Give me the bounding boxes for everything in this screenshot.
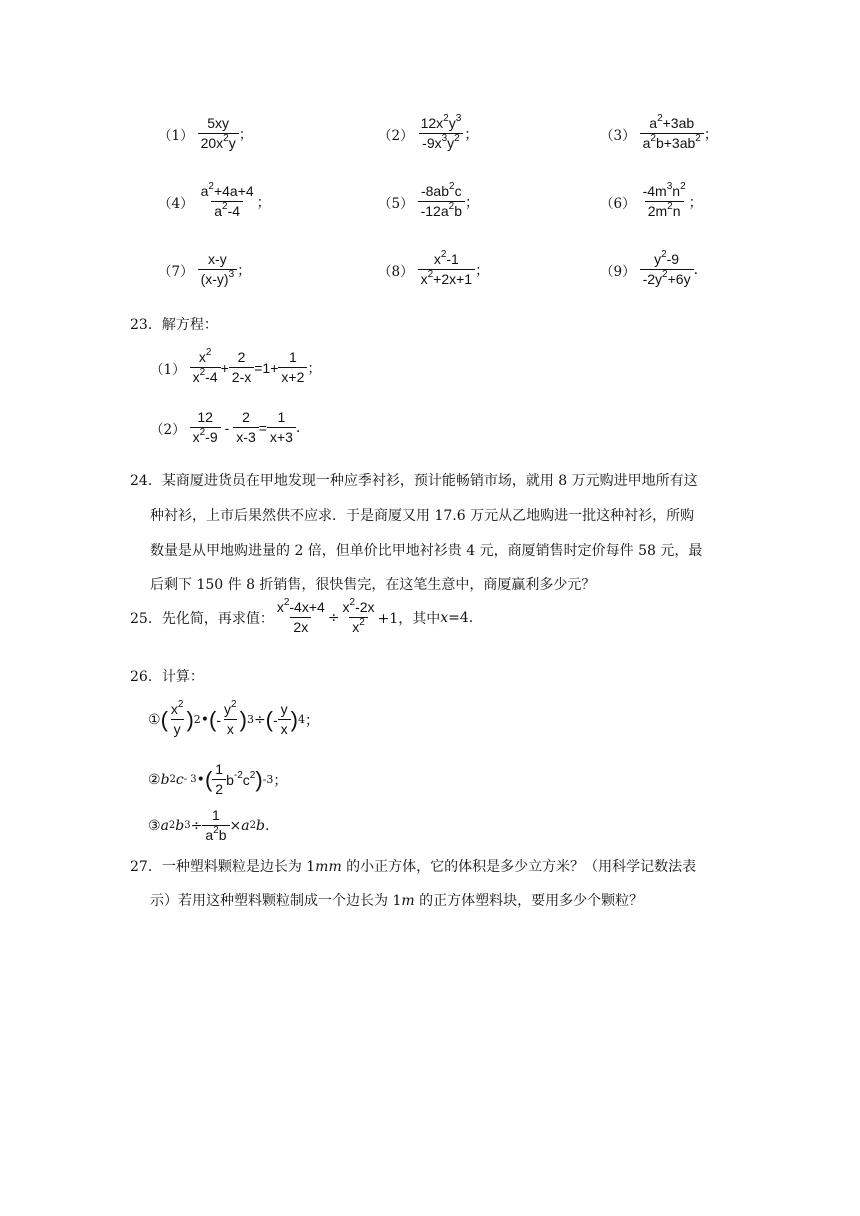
tail: . xyxy=(295,419,301,436)
dot-sign: • xyxy=(200,711,210,728)
expr-1 xyxy=(158,116,253,152)
variable-x: x xyxy=(440,609,449,626)
value-text: =4. xyxy=(448,609,474,626)
fraction: $\frac{-8ab^2c}{-12a^2b}$ xyxy=(418,184,465,220)
q25-expression: 25．先化简，再求值： $\frac{x^2-4x+4}{2x}$ ÷ $\frac{x^2-2x}{x^2}$ +1，其中 x =4. xyxy=(130,597,474,636)
circle-number: ② xyxy=(148,771,161,788)
divide-sign: ÷ xyxy=(190,817,203,834)
label: （1） xyxy=(158,127,194,144)
q24-line-2: 种衬衫，上市后果然供不应求．于是商厦又用 17.6 万元从乙地购进一批这种衬衫，所购 xyxy=(150,508,695,524)
label: （9） xyxy=(600,263,636,280)
tail: ； xyxy=(464,126,479,143)
label: （7） xyxy=(158,263,194,280)
q24-line-4: 后剩下 150 件 8 折销售，很快售完，在这笔生意中，商厦赢利多少元？ xyxy=(150,577,596,593)
fraction: $\frac{a^2+3ab}{a^2b+3ab^2}$ xyxy=(640,116,704,152)
numerator: 5xy xyxy=(207,115,230,131)
tail: ； xyxy=(307,360,322,377)
divide-sign: ÷ xyxy=(327,609,340,626)
minus-sign: - xyxy=(224,419,230,436)
label: （1） xyxy=(150,361,186,378)
plus-one-text: +1，其中 xyxy=(377,610,441,627)
fraction: $\frac{x^2-1}{x^2+2x+1}$ xyxy=(418,252,476,288)
fraction: $\frac{y^2-9}{-2y^2+6y}$ xyxy=(640,252,694,288)
label: （6） xyxy=(600,195,636,212)
expr-3 xyxy=(600,113,718,152)
tail: ； xyxy=(688,194,703,211)
label: （4） xyxy=(158,195,194,212)
q26-item-3: ③ a 2 b 3 ÷ $\frac{1}{a^2b}$ × a 2 b . xyxy=(148,807,270,844)
fraction: $\frac{-4m^3n^2}{2m^2n}$ xyxy=(642,181,686,220)
label: （2） xyxy=(150,421,186,438)
tail: . xyxy=(264,817,270,834)
label: （8） xyxy=(378,263,414,280)
q24-line-1: 24．某商厦进货员在甲地发现一种应季衬衫，预计能畅销市场，就用 8 万元购进甲地所有这 xyxy=(130,473,698,489)
expr-8 xyxy=(378,249,490,288)
expr-7 xyxy=(158,252,251,288)
label: （5） xyxy=(378,195,414,212)
q23-equation-1: （1） $\frac{x^2}{x^2-4}$ + $\frac{2}{2-x}$ =1+ $\frac{1}{x+2}$ ； xyxy=(150,347,322,386)
tail: ； xyxy=(238,126,253,143)
q26-title: 26．计算： xyxy=(130,669,204,685)
label: （2） xyxy=(378,127,414,144)
circle-number: ③ xyxy=(148,817,161,834)
q23-equation-2: （2） $\frac{12}{x^2-9}$ - $\frac{2}{x-3}$ = $\frac{1}{x+3}$ . xyxy=(150,409,301,446)
tail: ； xyxy=(256,194,271,211)
tail: ； xyxy=(475,262,490,279)
tail: ； xyxy=(273,772,288,789)
circle-number: ① xyxy=(148,711,161,728)
q24-line-3: 数量是从甲地购进量的 2 倍，但单价比甲地衬衫贵 4 元，商厦销售时定价每件 58 元，最 xyxy=(150,543,703,559)
q23-title: 23．解方程： xyxy=(130,317,218,333)
fraction: $\frac{x-y}{(x-y)^3}$ xyxy=(198,252,238,288)
fraction: $\frac{12x^2y^3}{-9x^3y^2}$ xyxy=(420,113,462,152)
fraction: $\frac{a^2+4a+4}{a^2-4}$ xyxy=(200,181,254,220)
equals-sign: = xyxy=(258,419,267,436)
tail: ； xyxy=(464,194,479,211)
divide-sign: ÷ xyxy=(253,711,266,728)
denominator: $20x^2y$ xyxy=(198,133,239,151)
dot-sign: • xyxy=(196,771,205,788)
expr-6 xyxy=(600,181,703,220)
q26-item-1: ① ( $\frac{x^2}{y}$ ) 2 • ( - $\frac{y^2}{x}$ ) 3 ÷ ( - $\frac{y}{x}$ ) 4 ； xyxy=(148,699,319,738)
tail: ； xyxy=(703,126,718,143)
equals-one-plus: =1+ xyxy=(254,359,279,376)
q25-prefix: 25．先化简，再求值： xyxy=(130,610,274,627)
expr-4 xyxy=(158,181,271,220)
q26-item-2: ② b 2 c - 3 • ( $\frac{1}{2}$ $b^{-2}c^2$ ) -3 ； xyxy=(148,761,288,798)
tail: ； xyxy=(237,262,252,279)
plus-sign: + xyxy=(220,359,229,376)
tail: . xyxy=(693,261,699,278)
expr-9 xyxy=(600,249,699,288)
q27-line-2: 示）若用这种塑料颗粒制成一个边长为 1m 的正方体塑料块，要用多少个颗粒？ xyxy=(150,893,644,909)
q27-line-1: 27．一种塑料颗粒是边长为 1mm 的小正方体，它的体积是多少立方米？（用科学记数法表 xyxy=(130,859,697,875)
fraction xyxy=(198,116,239,152)
label: （3） xyxy=(600,127,636,144)
expr-5 xyxy=(378,181,479,220)
tail: ； xyxy=(305,712,319,729)
times-sign: × xyxy=(229,817,242,834)
expr-2 xyxy=(378,113,479,152)
